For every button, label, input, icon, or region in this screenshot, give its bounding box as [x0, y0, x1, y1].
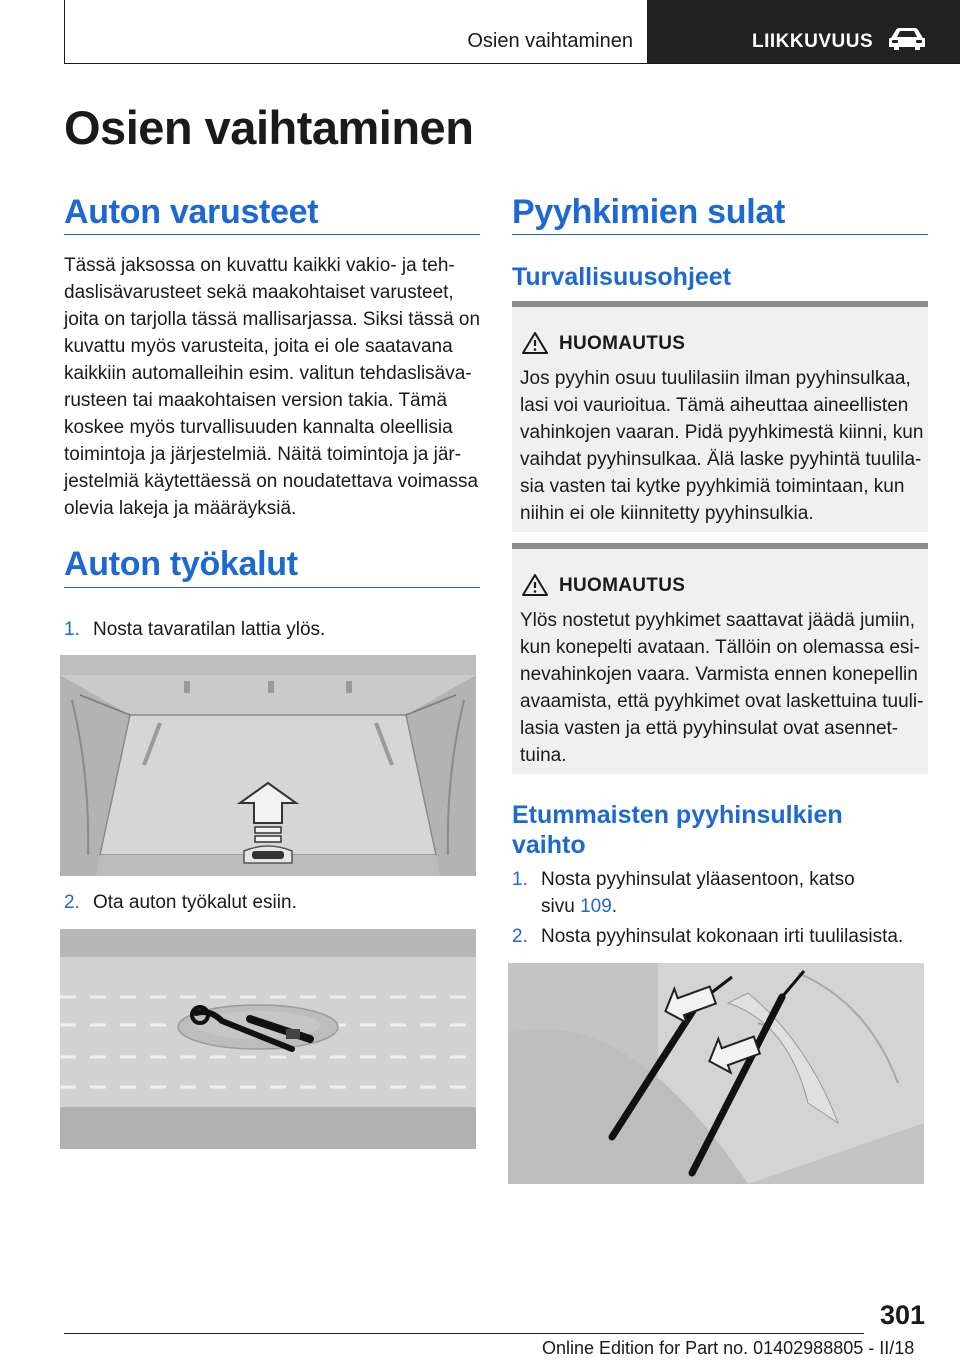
car-icon	[888, 26, 926, 52]
heading-auton-tyokalut: Auton työkalut	[64, 545, 298, 583]
footer-edition: Online Edition for Part no. 01402988805 - II/18	[542, 1338, 915, 1358]
page-reference-link[interactable]: 109	[580, 896, 612, 917]
footer-rule	[64, 1333, 864, 1334]
step-number: 2.	[512, 926, 528, 947]
notice-label: HUOMAUTUS	[559, 333, 686, 354]
notice-text: Ylös nostetut pyyhkimet saattavat jäädä jumiin, kun konepelti avataan. Tällöin on olemassa esi-nevahinkojen vaara. Varmista ennen konepellin avaamista, että pyyhkimet ovat laskettuina tuuli-lasia vasten ja että pyyhinsulat ovat asennet-tuina.	[520, 610, 924, 766]
header-chapter-box	[648, 0, 960, 64]
heading-etummaisten-pyyhinsulkien-vaihto: Etummaisten pyyhinsulkien vaihto	[512, 801, 843, 859]
replace-step-1	[512, 866, 928, 920]
heading-pyyhkimien-sulat: Pyyhkimien sulat	[512, 193, 785, 231]
step-number: 1.	[512, 869, 528, 890]
heading-rule	[64, 587, 480, 588]
step-number: 1.	[64, 619, 80, 640]
heading-rule	[64, 234, 480, 235]
step-text-main: Nosta pyyhinsulat yläasentoon, katso sivu	[541, 869, 855, 917]
replace-step-2	[512, 923, 928, 950]
notice-label: HUOMAUTUS	[559, 575, 686, 596]
header-section-title: Osien vaihtaminen	[467, 30, 633, 52]
tools-step-1	[64, 616, 480, 643]
equipment-paragraph: Tässä jaksossa on kuvattu kaikki vakio- ja teh-daslisävarusteet sekä maakohtaiset varusteet, joita on tarjolla tässä mallisarjassa. Siksi tässä on kuvattu myös varusteita, joita ei ole saatavana kaikkiin automalleihin esim. valitun tehdaslisäva-rusteen tai maakohtaisen version takia. Tämä koskee myös turvallisuuden kannalta oleellisia toimintoja ja järjestelmiä. Näitä toimintoja ja jär-jestelmiä käytettäessä on noudatettava voimassa olevia lakeja ja määräyksiä.	[64, 255, 481, 519]
page-number: 301	[880, 1300, 926, 1330]
step-text	[541, 866, 871, 920]
wiper-blades-illustration	[508, 963, 924, 1184]
heading-auton-varusteet: Auton varusteet	[64, 193, 319, 231]
vehicle-tools-illustration	[60, 929, 476, 1149]
tools-step-2	[64, 889, 480, 916]
header-section-box	[64, 0, 648, 64]
step-number: 2.	[64, 892, 80, 913]
page-title: Osien vaihtaminen	[64, 101, 474, 154]
notice-box	[512, 543, 928, 774]
step-text: Nosta pyyhinsulat kokonaan irti tuulilasista.	[541, 926, 904, 947]
step-text: Nosta tavaratilan lattia ylös.	[93, 619, 326, 640]
step-text: Ota auton työkalut esiin.	[93, 892, 297, 913]
step-text-end: .	[611, 896, 618, 917]
notice-text: Jos pyyhin osuu tuulilasiin ilman pyyhinsulkaa, lasi voi vaurioitua. Tämä aiheuttaa aineellisten vahinkojen vaaran. Pidä pyyhkimestä kiinni, kun vaihdat pyyhinsulkaa. Älä laske pyyhintä tuulila-sia vasten tai kytke pyyhkimiä toimintaan, kun niihin ei ole kiinnitetty pyyhinsulkia.	[520, 368, 924, 524]
notice-box	[512, 301, 928, 532]
warning-icon	[522, 331, 548, 355]
trunk-floor-illustration	[60, 655, 476, 876]
warning-icon	[522, 573, 548, 597]
heading-rule	[512, 234, 928, 235]
heading-turvallisuusohjeet: Turvallisuusohjeet	[512, 263, 732, 291]
header-chapter-title: LIIKKUVUUS	[752, 31, 874, 52]
